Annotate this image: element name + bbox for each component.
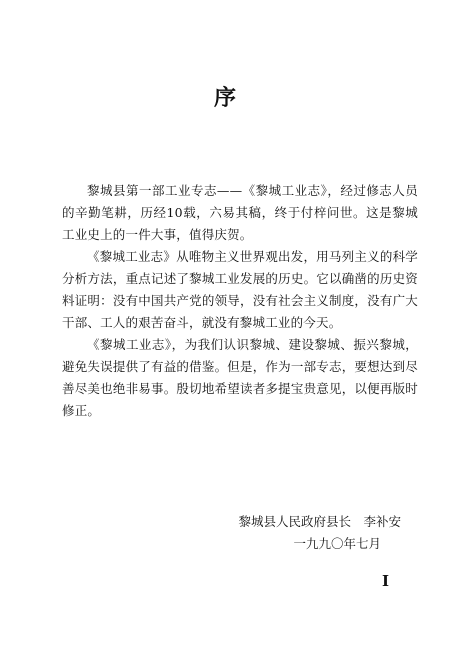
page-title: 序 (213, 86, 236, 111)
preface-body (62, 180, 418, 422)
paragraph-3: 《黎城工业志》，为我们认识黎城、建设黎城、振兴黎城，避免失误提供了有益的借鉴。但是，作为一部专志，要想达到尽善尽美也绝非易事。殷切地希望读者多提宝贵意见，以便再版时修正。 (62, 337, 418, 418)
paragraph-2: 《黎城工业志》从唯物主义世界观出发，用马列主义的科学分析方法，重点记述了黎城工业发展的历史。它以确凿的历史资料证明：没有中国共产党的领导，没有社会主义制度，没有广大干部、工人的艰苦奋斗，就没有黎城工业的今天。 (62, 249, 418, 330)
signature-line: 黎城县人民政府县长 李补安 (238, 514, 401, 529)
paragraph-1: 黎城县第一部工业专志——《黎城工业志》，经过修志人员的辛勤笔耕，历经10载，六易其稿，终于付梓问世。这是黎城工业史上的一件大事，值得庆贺。 (62, 183, 418, 242)
date-line: 一九九〇年七月 (293, 536, 381, 551)
page-number: I (382, 572, 390, 590)
